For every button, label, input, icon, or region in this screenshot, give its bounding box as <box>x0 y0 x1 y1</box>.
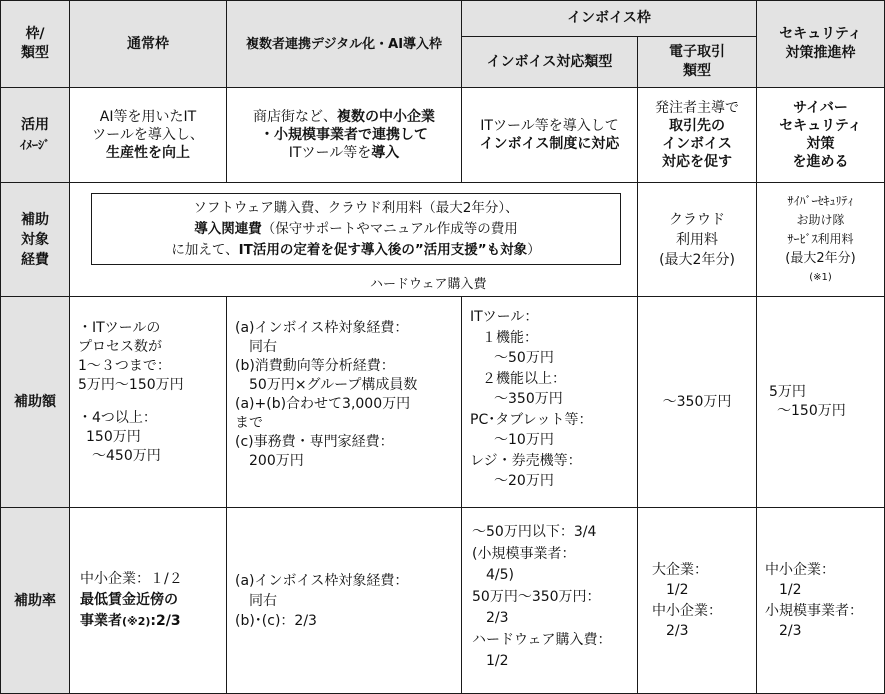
header-ec: 類型 <box>683 63 711 79</box>
expenses-hardware: ハードウェア購入費 <box>370 277 487 292</box>
header-type-label: 枠/ <box>25 26 45 42</box>
row-label-amount: 補助額 <box>0 296 70 508</box>
amount-multi: (a)インボイス枠対象経費： 同右 (b)消費動向等分析経費： 50万円×グループ構成員数 (a)+(b)合わせて3,000万円 まで (c)事務費・専門家経費： 200万円 <box>226 296 462 508</box>
header-type-label: 類型 <box>21 45 49 61</box>
usage-regular: AI等を用いたIT ツールを導入し、 生産性を向上 <box>69 87 227 183</box>
header-multi: 複数者連携デジタル化・AI導入枠 <box>245 36 443 52</box>
usage-security: サイバー セキュリティ 対策 を進める <box>756 87 885 183</box>
row-label-usage: 活用 ｲﾒｰｼﾞ <box>0 87 70 183</box>
header-ec: 電子取引 <box>669 44 725 60</box>
header-invoice-sub-cell <box>461 36 638 88</box>
amount-ec: ～350万円 <box>637 296 757 508</box>
rate-ec: 大企業： 1/2 中小企業： 2/3 <box>637 507 757 694</box>
expenses-ec: クラウド 利用料 (最大2年分) <box>637 182 757 297</box>
header-multi-cell <box>226 0 462 88</box>
amount-security: 5万円 ～150万円 <box>756 296 885 508</box>
header-invoice-sub: インボイス対応類型 <box>486 53 613 70</box>
usage-ec: 発注者主導で 取引先の インボイス 対応を促す <box>637 87 757 183</box>
expenses-box: ソフトウェア購入費、クラウド利用料（最大2年分）、 導入関連費（保守サポートやマニュアル作成等の費用 に加えて、IT活用の定着を促す導入後の”活用支援”も対象） <box>91 193 621 265</box>
row-label-expenses: 補助 対象 経費 <box>0 182 70 297</box>
usage-invoice: ITツール等を導入して インボイス制度に対応 <box>461 87 638 183</box>
header-security: 対策推進枠 <box>785 45 856 61</box>
header-invoice: インボイス枠 <box>567 10 651 26</box>
header-invoice-cell <box>461 0 757 37</box>
row-label-rate: 補助率 <box>0 507 70 694</box>
header-security: セキュリティ <box>779 26 862 42</box>
rate-multi: (a)インボイス枠対象経費： 同右 (b)･(c)：2/3 <box>226 507 462 694</box>
amount-invoice: ITツール： １機能： ～50万円 ２機能以上： ～350万円 PC･タブレット等： ～10万円 レジ・券売機等： ～20万円 <box>461 296 638 508</box>
header-regular-cell <box>69 0 227 88</box>
expenses-security: ｻｲﾊﾞｰｾｷｭﾘﾃｨ お助け隊 ｻｰﾋﾞｽ利用料 (最大2年分) (※1) <box>756 182 885 297</box>
rate-invoice: ～50万円以下：3/4 (小規模事業者： 4/5) 50万円～350万円： 2/3 ハードウェア購入費： 1/2 <box>461 507 638 694</box>
expenses-merged <box>69 182 638 297</box>
rate-regular: 中小企業：１/２ 最低賃金近傍の 事業者(※2):2/3 <box>69 507 227 694</box>
amount-regular: ・ITツールの プロセス数が 1～３つまで： 5万円～150万円 ・4つ以上： 150万円 ～450万円 <box>69 296 227 508</box>
usage-multi: 商店街など、複数の中小企業 ・小規模事業者で連携して ITツール等を導入 <box>226 87 462 183</box>
header-security-cell <box>756 0 885 88</box>
header-ec-cell <box>637 36 757 88</box>
rate-security: 中小企業： 1/2 小規模事業者： 2/3 <box>756 507 885 694</box>
header-regular: 通常枠 <box>127 35 169 52</box>
header-type-cell <box>0 0 70 88</box>
